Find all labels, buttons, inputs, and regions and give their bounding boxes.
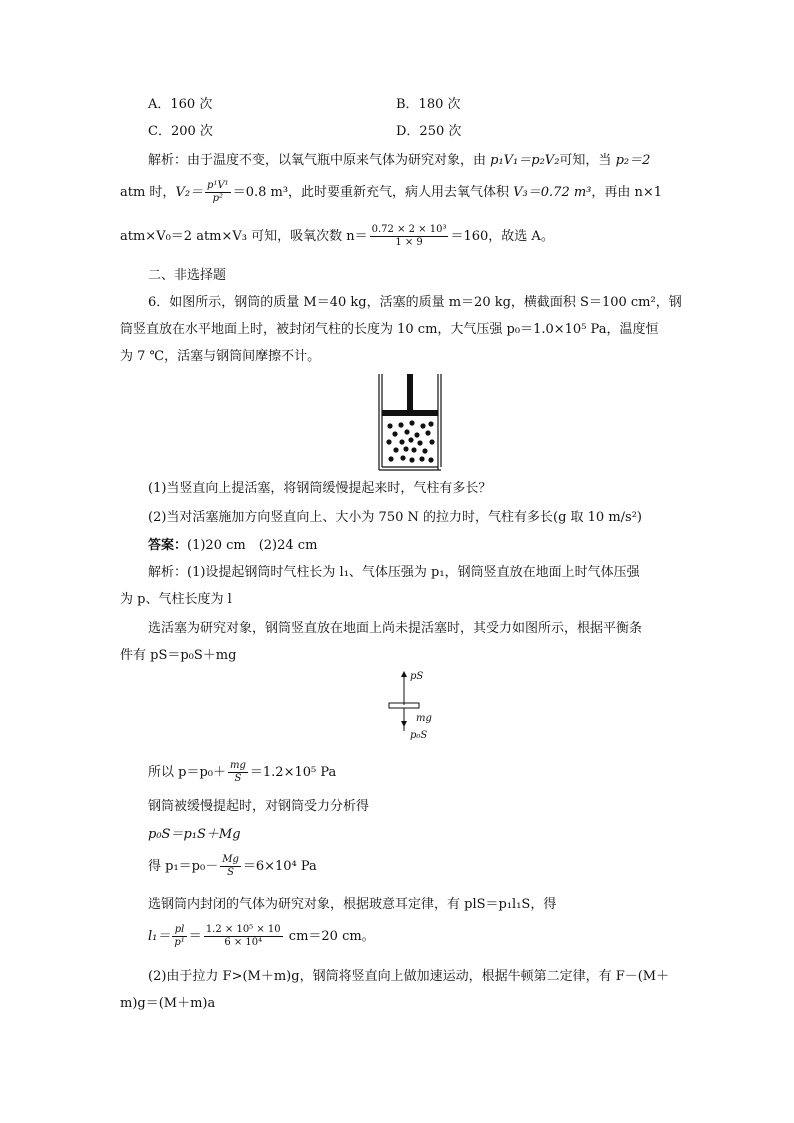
option-b: B．180 次 <box>396 97 461 112</box>
option-a: A．160 次 <box>148 97 213 112</box>
fraction-breath-count: $\frac{\text{0.72 × 2 × 10³}}{1 \times 9}$ <box>371 224 447 248</box>
q6-analysis-line-9: 选钢筒内封闭的气体为研究对象，根据玻意耳定律，有 plS＝p₁l₁S，得 <box>148 897 557 912</box>
q6-line-1: 6．如图所示，钢筒的质量 M＝40 kg，活塞的质量 m＝20 kg，横截面积 S＝100 cm²，钢 <box>148 295 682 310</box>
q5-analysis-line-3: atm×V₀＝2 atm×V₃ 可知，吸氧次数 n＝ $\frac{\text{0.72 × 2 × 10³}}{1 \times 9}$ ＝160，故选 A。 <box>120 224 554 248</box>
fraction-Mg-over-s: $\frac{Mg}{S}$ <box>222 854 239 878</box>
q6-analysis-line-11: (2)由于拉力 F>(M＋m)g，钢筒将竖直向上做加速运动，根据牛顿第二定律，有 F－(M＋ <box>148 969 670 984</box>
q6-analysis-line-10: l₁＝ $\frac{pl}{\text{p¹}}$ ＝ $\frac{\text{1.2 × 10⁵ × 10}}{\text{6 × 10⁴}}$ cm＝20 cm。 <box>148 924 375 948</box>
force-label-ps: pS <box>410 671 424 682</box>
q6-line-3: 为 7 ℃，活塞与钢筒间摩擦不计。 <box>120 349 321 364</box>
q6-answer: 答案：(1)20 cm (2)24 cm <box>148 538 318 553</box>
fraction-pl-over-p1: $\frac{pl}{\text{p¹}}$ <box>174 924 185 948</box>
q6-analysis-line-2: 为 p、气柱长度为 l <box>120 592 232 607</box>
q5-analysis-line-1: 解析：由于温度不变，以氧气瓶中原来气体为研究对象，由 p₁V₁＝p₂V₂可知，当 p₂＝2 <box>148 153 651 168</box>
section-heading: 二、非选择题 <box>148 268 227 283</box>
q6-analysis-line-12: m)g＝(M＋m)a <box>120 996 216 1011</box>
force-label-p0s: p₀S <box>410 730 428 741</box>
option-d: D．250 次 <box>396 124 462 139</box>
option-c: C．200 次 <box>148 124 213 139</box>
fraction-p1v1-over-p2: $\frac{\text{p¹V¹}}{\text{p²}}$ <box>207 180 229 204</box>
q6-line-2: 筒竖直放在水平地面上时，被封闭气柱的长度为 10 cm，大气压强 p₀＝1.0×10⁵ Pa，温度恒 <box>120 322 659 337</box>
q6-analysis-line-3: 选活塞为研究对象，钢筒竖直放在地面上尚未提活塞时，其受力如图所示，根据平衡条 <box>148 621 643 636</box>
q6-analysis-line-6: 钢筒被缓慢提起时，对钢筒受力分析得 <box>148 799 370 814</box>
cylinder-piston-figure <box>376 372 444 474</box>
q6-analysis-line-8: 得 p₁＝p₀－ $\frac{Mg}{S}$ ＝6×10⁴ Pa <box>148 854 317 878</box>
q6-analysis-line-4: 件有 pS＝p₀S＋mg <box>120 648 237 663</box>
q6-analysis-line-5: 所以 p＝p₀＋ $\frac{mg}{S}$ ＝1.2×10⁵ Pa <box>148 760 337 784</box>
q6-analysis-line-1: 解析：(1)设提起钢筒时气柱长为 l₁、气体压强为 p₁，钢筒竖直放在地面上时气体压强 <box>148 565 640 580</box>
q5-analysis-line-2: atm 时，V₂＝ $\frac{\text{p¹V¹}}{\text{p²}}$ ＝0.8 m³，此时要重新充气，病人用去氧气体积 V₃＝0.72 m³，再由 n×1 <box>120 180 663 204</box>
fraction-numeric-l1: $\frac{\text{1.2 × 10⁵ × 10}}{\text{6 × 10⁴}}$ <box>205 924 281 948</box>
fraction-mg-over-s: $\frac{mg}{S}$ <box>230 760 246 784</box>
force-label-mg: mg <box>416 713 432 724</box>
q6-sub-1: (1)当竖直向上提活塞，将钢筒缓慢提起来时，气柱有多长？ <box>148 481 492 496</box>
q6-sub-2: (2)当对活塞施加方向竖直向上、大小为 750 N 的拉力时，气柱有多长(g 取 10 m/s²) <box>148 510 642 525</box>
q6-analysis-line-7: p₀S＝p₁S＋Mg <box>148 827 241 842</box>
